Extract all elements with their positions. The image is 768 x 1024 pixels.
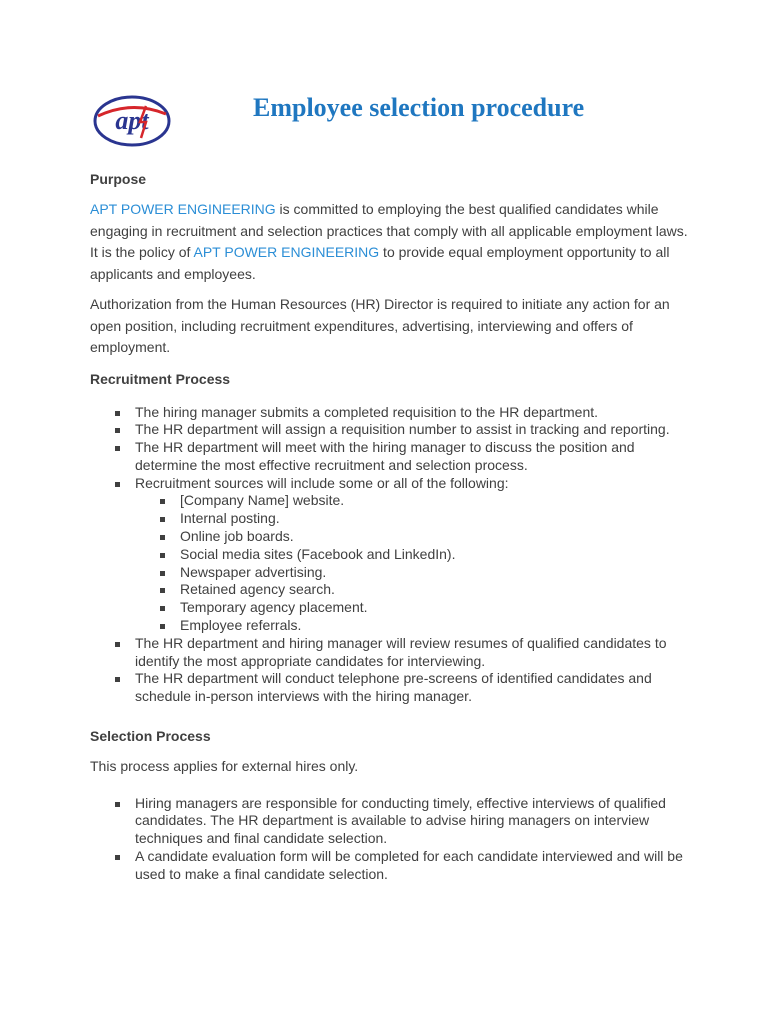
selection-intro: This process applies for external hires only. — [90, 758, 359, 775]
list-item: Hiring managers are responsible for conducting timely, effective interviews of qualified candidates. The HR department is available to advise hiring managers on interview techniques and final candidate selection. — [90, 795, 690, 848]
logo-text: apt — [115, 106, 149, 135]
company-name: APT POWER ENGINEERING — [193, 244, 380, 260]
recruitment-list-continued — [90, 635, 690, 706]
list-item: Social media sites (Facebook and LinkedIn). — [135, 546, 690, 564]
list-item: The hiring manager submits a completed requisition to the HR department. — [90, 404, 690, 422]
list-item: The HR department will meet with the hiring manager to discuss the position and determine the most effective recruitment and selection process. — [90, 439, 690, 475]
recruitment-sources-list — [90, 492, 690, 634]
list-item: The HR department and hiring manager will review resumes of qualified candidates to identify the most appropriate candidates for interviewing. — [90, 635, 690, 671]
document-body — [90, 169, 690, 884]
list-item: The HR department will assign a requisition number to assist in tracking and reporting. — [90, 421, 690, 439]
page-title: Employee selection procedure — [253, 93, 585, 122]
list-item: The HR department will conduct telephone pre-screens of identified candidates and schedule in-person interviews with the hiring manager. — [90, 670, 690, 706]
list-item: Online job boards. — [135, 528, 690, 546]
purpose-paragraph-1 — [90, 199, 690, 285]
selection-list — [90, 795, 690, 884]
list-item: Newspaper advertising. — [135, 564, 690, 582]
recruitment-heading: Recruitment Process — [90, 370, 231, 387]
list-item: Internal posting. — [135, 510, 690, 528]
recruitment-list — [90, 404, 690, 493]
list-item: [Company Name] website. — [135, 492, 690, 510]
apt-logo — [92, 92, 172, 150]
purpose-text-1: is committed to employing the best qualified candidates while engaging in recruitment and selection practices that comply with all applicable employment laws. It is the policy of — [90, 201, 688, 260]
list-item: Recruitment sources will include some or all of the following: — [90, 475, 690, 493]
purpose-text-2: to provide equal employment opportunity to all applicants and employees. — [90, 244, 670, 282]
list-item: Employee referrals. — [135, 617, 690, 635]
list-item: A candidate evaluation form will be completed for each candidate interviewed and will be used to make a final candidate selection. — [90, 848, 690, 884]
purpose-heading: Purpose — [90, 171, 147, 187]
list-item: Retained agency search. — [135, 581, 690, 599]
list-item: Temporary agency placement. — [135, 599, 690, 617]
selection-heading: Selection Process — [90, 728, 211, 745]
company-name: APT POWER ENGINEERING — [90, 201, 276, 217]
purpose-paragraph-2: Authorization from the Human Resources (HR) Director is required to initiate any action for an open position, including recruitment expenditures, advertising, interviewing and offers of employment. — [90, 296, 670, 355]
